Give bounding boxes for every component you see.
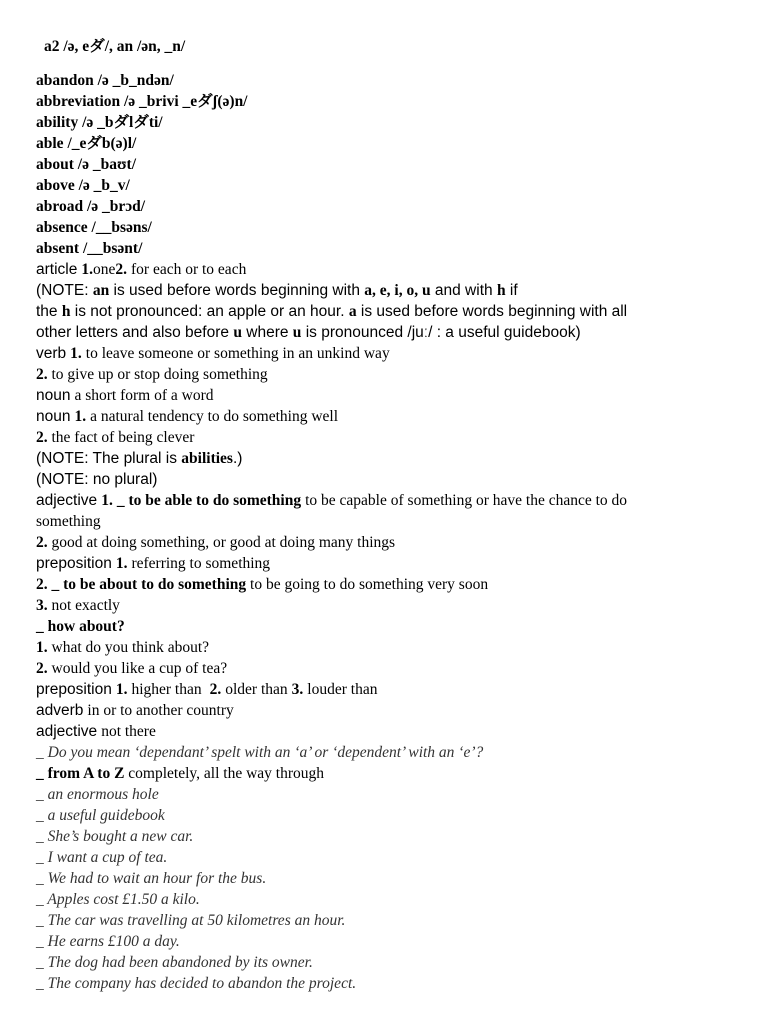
abbreviation-sense (36, 385, 214, 406)
note-term: a, e, i, o, u (364, 282, 431, 299)
sense-number: 1. (115, 555, 128, 572)
headword: abbreviation (36, 93, 121, 110)
headword: ability (36, 114, 79, 131)
headword-line (36, 70, 174, 91)
definition: good at doing something, or good at doing many things (51, 534, 396, 551)
part-of-speech: adverb (36, 702, 84, 719)
note-term: an (92, 282, 110, 299)
headword-line (36, 196, 145, 217)
headword-line (36, 91, 248, 112)
definition: for each or to each (131, 261, 247, 278)
note-term: u (292, 324, 302, 341)
pronunciation: /_eダb(ə)l/ (67, 135, 137, 152)
note-text: .) (232, 450, 243, 467)
headword-line (36, 112, 163, 133)
sense-number: 2. (36, 576, 48, 593)
entry-header (44, 36, 185, 57)
headword-line (36, 133, 136, 154)
part-of-speech: verb (36, 345, 67, 362)
example-sentence: _ She’s bought a new car. (36, 828, 194, 845)
usage-note-line (36, 448, 242, 469)
usage-note-line (36, 322, 581, 343)
sense-number: 1. (101, 492, 113, 509)
abroad-sense (36, 700, 234, 721)
about-phrase-sense-1 (36, 637, 209, 658)
definition: the fact of being clever (51, 429, 195, 446)
note-text: is not pronounced: an apple or an hour. (70, 303, 349, 320)
underscore-marker: _ (36, 765, 48, 782)
pronunciation: /ə _b_v/ (78, 177, 130, 194)
note-text: is pronounced /juː/ : a useful guidebook) (301, 324, 581, 341)
part-of-speech: preposition (36, 681, 112, 698)
phrase: from A to Z (47, 765, 125, 782)
note-term: a (348, 303, 357, 320)
pronunciation: /ə _bダlダti/ (82, 114, 163, 131)
about-sense-2 (36, 574, 488, 595)
headword: abroad (36, 198, 84, 215)
example-sentence: _ a useful guidebook (36, 807, 165, 824)
able-sense-continued (36, 511, 101, 532)
phrase: _ to be about to do something (51, 576, 247, 593)
note-text: the (36, 303, 62, 320)
part-of-speech: noun (36, 387, 71, 404)
definition: to be capable of something or have the chance to do (305, 492, 628, 509)
example-sentence: _ He earns £100 a day. (36, 933, 180, 950)
abandon-sense-2 (36, 364, 268, 385)
sense-number: 2. (36, 366, 48, 383)
phrase-entry (36, 763, 324, 784)
note-text: (NOTE: The plural is (36, 450, 182, 467)
sense-number: 2. (36, 660, 48, 677)
definition: higher than (131, 681, 202, 698)
note-term: h (496, 282, 506, 299)
sense-number: 1. (36, 639, 48, 656)
definition: one (92, 261, 116, 278)
part-of-speech: article (36, 261, 78, 278)
sense-number: 2. (115, 261, 127, 278)
note-text: is used before words beginning with (109, 282, 365, 299)
definition: to leave someone or something in an unkind way (85, 345, 390, 362)
phrase: _ to be able to do something (116, 492, 302, 509)
headword-line (36, 217, 152, 238)
sense-number: 3. (291, 681, 304, 698)
definition: to be going to do something very soon (250, 576, 489, 593)
about-sense-3 (36, 595, 120, 616)
able-sense (36, 490, 627, 511)
example-sentence: _ Do you mean ‘dependant’ spelt with an ‘a’ or ‘dependent’ with an ‘e’? (36, 744, 484, 761)
part-of-speech: noun (36, 408, 71, 425)
above-sense (36, 679, 377, 700)
headword-line (36, 238, 142, 259)
ability-sense (36, 406, 338, 427)
usage-note-line (36, 469, 157, 490)
part-of-speech: adjective (36, 723, 98, 740)
definition: something (36, 513, 101, 530)
example-sentence: _ an enormous hole (36, 786, 159, 803)
header-pronunciation: /ə, eダ/, an /ən, _n/ (63, 38, 186, 55)
able-sense-2 (36, 532, 395, 553)
part-of-speech: preposition (36, 555, 112, 572)
sense-number: 2. (36, 429, 48, 446)
definition: completely, all the way through (128, 765, 324, 782)
pronunciation: /__bsəns/ (91, 219, 152, 236)
definition: would you like a cup of tea? (51, 660, 228, 677)
sense-number: 2. (36, 534, 48, 551)
note-text: if (505, 282, 518, 299)
definition: to give up or stop doing something (51, 366, 268, 383)
example-sentence: _ Apples cost £1.50 a kilo. (36, 891, 200, 908)
about-sense (36, 553, 270, 574)
pronunciation: /ə _brivi _eダʃ(ə)n/ (124, 93, 248, 110)
note-text: where (241, 324, 293, 341)
usage-note-line (36, 301, 627, 322)
headword: able (36, 135, 64, 152)
headword-line (36, 175, 130, 196)
definition: not there (101, 723, 156, 740)
pronunciation: /ə _brɔd/ (86, 198, 146, 215)
note-text: other letters and also before (36, 324, 234, 341)
note-text: is used before words beginning with all (356, 303, 628, 320)
headword: absence (36, 219, 88, 236)
headword-line (36, 154, 136, 175)
definition: a short form of a word (74, 387, 214, 404)
example-sentence: _ The dog had been abandoned by its owner. (36, 954, 313, 971)
headword: abandon (36, 72, 94, 89)
pronunciation: /ə _b_ndən/ (97, 72, 174, 89)
headword: absent (36, 240, 80, 257)
sense-number: 1. (115, 681, 128, 698)
sense-number: 3. (36, 597, 48, 614)
headword: about (36, 156, 74, 173)
about-phrase-sense-2 (36, 658, 227, 679)
abandon-sense (36, 343, 390, 364)
definition: in or to another country (87, 702, 234, 719)
definition: referring to something (131, 555, 271, 572)
note-term: u (233, 324, 242, 341)
definition: louder than (307, 681, 378, 698)
note-text: (NOTE: no plural) (36, 471, 158, 488)
note-text: and with (430, 282, 497, 299)
absent-sense (36, 721, 156, 742)
part-of-speech: adjective (36, 492, 98, 509)
definition: not exactly (51, 597, 120, 614)
sense-number: 2. (209, 681, 222, 698)
definition: older than (225, 681, 288, 698)
headword: above (36, 177, 75, 194)
about-phrase (36, 616, 125, 637)
sense-number: 1. (81, 261, 93, 278)
ability-sense-2 (36, 427, 194, 448)
definition: what do you think about? (51, 639, 210, 656)
example-sentence: _ The company has decided to abandon the project. (36, 975, 357, 992)
phrase: _ how about? (36, 618, 125, 635)
example-sentence: _ I want a cup of tea. (36, 849, 168, 866)
article-sense (36, 259, 246, 280)
pronunciation: /__bsənt/ (82, 240, 143, 257)
note-text: (NOTE: (36, 282, 93, 299)
example-sentence: _ The car was travelling at 50 kilometres an hour. (36, 912, 346, 929)
example-sentence: _ We had to wait an hour for the bus. (36, 870, 267, 887)
pronunciation: /ə _baʊt/ (77, 156, 136, 173)
headword-a2: a2 (44, 38, 60, 55)
usage-note-line (36, 280, 518, 301)
note-term: abilities (181, 450, 233, 467)
sense-number: 1. (74, 408, 87, 425)
sense-number: 1. (70, 345, 82, 362)
definition: a natural tendency to do something well (90, 408, 339, 425)
note-term: h (61, 303, 71, 320)
